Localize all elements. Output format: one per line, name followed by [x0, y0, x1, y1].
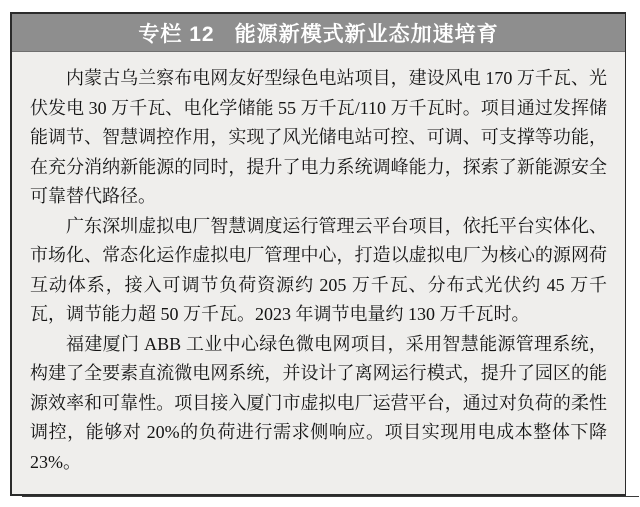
column-label: 专栏 12	[138, 22, 215, 46]
bottom-double-rule	[22, 496, 639, 497]
paragraph-xiamen: 福建厦门 ABB 工业中心绿色微电网项目，采用智慧能源管理系统，构建了全要素直流微电网系统，并设计了离网运行模式，提升了园区的能源效率和可靠性。项目接入厦门市虚拟电厂运营平台，通过对负荷的柔性调控，能够对 20%的负荷进行需求侧响应。项目实现用电成本整体下降 23%。	[30, 333, 607, 472]
column-title: 能源新模式新业态加速培育	[234, 22, 499, 46]
column-header	[12, 14, 625, 52]
column-box	[10, 12, 626, 496]
paragraph-inner-mongolia: 内蒙古乌兰察布电网友好型绿色电站项目，建设风电 170 万千瓦、光伏发电 30 万千瓦、电化学储能 55 万千瓦/110 万千瓦时。项目通过发挥储能调节、智慧调控作用，实现了风光储电站可控、可调、可支撑等功能，在充分消纳新能源的同时，提升了电力系统调峰能力，探索了新能源安全可靠替代路径。	[30, 68, 607, 206]
paragraph-shenzhen: 广东深圳虚拟电厂智慧调度运行管理云平台项目，依托平台实体化、市场化、常态化运作虚拟电厂管理中心，打造以虚拟电厂为核心的源网荷互动体系，接入可调节负荷资源约 205 万千瓦、分布式光伏约 45 万千瓦，调节能力超 50 万千瓦。2023 年调节电量约 130 万千瓦时。	[30, 215, 607, 324]
column-body	[12, 52, 625, 494]
